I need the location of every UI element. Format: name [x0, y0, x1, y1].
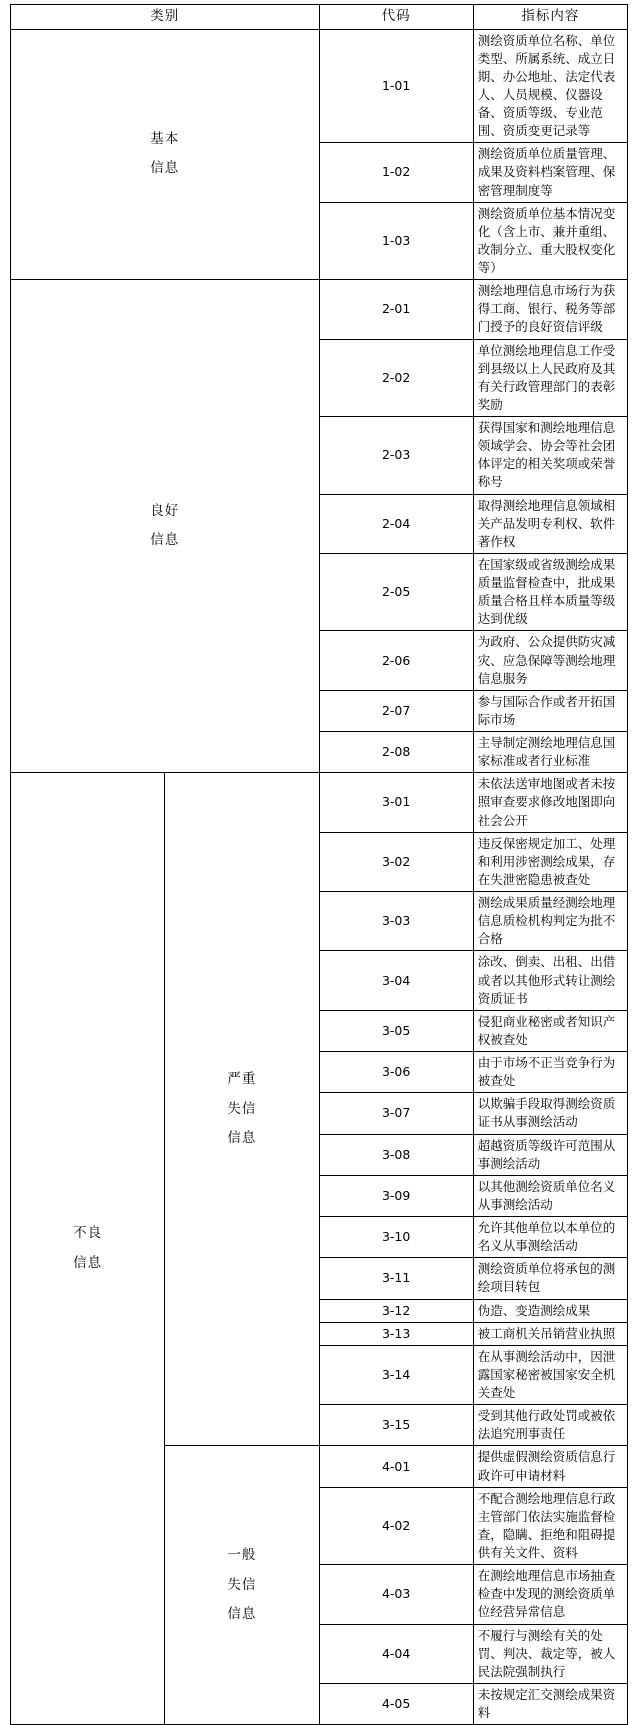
- table-header-row: [11, 5, 628, 30]
- category-label-line: 信息: [73, 1254, 103, 1271]
- code-cell: 4-05: [319, 1683, 473, 1724]
- code-cell: 3-11: [319, 1258, 473, 1299]
- code-cell: 3-15: [319, 1405, 473, 1446]
- column-header-code: 代码: [319, 5, 473, 30]
- code-cell: 2-05: [319, 553, 473, 631]
- code-cell: 3-14: [319, 1345, 473, 1404]
- code-cell: 3-12: [319, 1299, 473, 1322]
- code-cell: 4-03: [319, 1565, 473, 1624]
- code-cell: 2-02: [319, 339, 473, 417]
- content-cell: 未依法送审地图或者未按照审查要求修改地图即向社会公开: [473, 773, 627, 832]
- content-cell: 由于市场不正当竞争行为被查处: [473, 1052, 627, 1093]
- content-cell: 参与国际合作或者开拓国际市场: [473, 690, 627, 731]
- subcategory-cell: [165, 1446, 319, 1725]
- subcategory-label-line: 信息: [227, 1130, 257, 1147]
- code-cell: 2-06: [319, 631, 473, 690]
- content-cell: 允许其他单位以本单位的名义从事测绘活动: [473, 1217, 627, 1258]
- content-cell: 违反保密规定加工、处理和利用涉密测绘成果，存在失泄密隐患被查处: [473, 832, 627, 891]
- content-cell: 为政府、公众提供防灾减灾、应急保障等测绘地理信息服务: [473, 631, 627, 690]
- table-row: [11, 773, 628, 832]
- code-cell: 1-03: [319, 202, 473, 280]
- content-cell: 提供虚假测绘资质信息行政许可申请材料: [473, 1446, 627, 1487]
- code-cell: 1-02: [319, 143, 473, 202]
- subcategory-cell: [165, 773, 319, 1446]
- content-cell: 单位测绘地理信息工作受到县级以上人民政府及其有关行政管理部门的表彰奖励: [473, 339, 627, 417]
- category-cell: [11, 29, 320, 280]
- subcategory-label-line: 信息: [227, 1606, 257, 1623]
- content-cell: 获得国家和测绘地理信息领域学会、协会等社会团体评定的相关奖项或荣誉称号: [473, 417, 627, 495]
- content-cell: 测绘资质单位名称、单位类型、所属系统、成立日期、办公地址、法定代表人、人员规模、仪器设备、资质等级、专业范围、资质变更记录等: [473, 29, 627, 143]
- code-cell: 4-01: [319, 1446, 473, 1487]
- code-cell: 3-05: [319, 1010, 473, 1051]
- code-cell: 3-03: [319, 892, 473, 951]
- content-cell: 不配合测绘地理信息行政主管部门依法实施监督检查，隐瞒、拒绝和阻碍提供有关文件、资料: [473, 1487, 627, 1565]
- table-body: [11, 29, 628, 1725]
- code-cell: 2-08: [319, 732, 473, 773]
- code-cell: 3-01: [319, 773, 473, 832]
- content-cell: 被工商机关吊销营业执照: [473, 1322, 627, 1345]
- content-cell: 取得测绘地理信息领域相关产品发明专利权、软件著作权: [473, 494, 627, 553]
- content-cell: 以欺骗手段取得测绘资质证书从事测绘活动: [473, 1093, 627, 1134]
- content-cell: 未按规定汇交测绘成果资料: [473, 1683, 627, 1724]
- content-cell: 测绘资质单位将承包的测绘项目转包: [473, 1258, 627, 1299]
- code-cell: 1-01: [319, 29, 473, 143]
- content-cell: 在测绘地理信息市场抽查检查中发现的测绘资质单位经营异常信息: [473, 1565, 627, 1624]
- column-header-content: 指标内容: [473, 5, 627, 30]
- code-cell: 3-07: [319, 1093, 473, 1134]
- subcategory-label-line: 失信: [227, 1576, 257, 1593]
- content-cell: 在从事测绘活动中，因泄露国家秘密被国家安全机关查处: [473, 1345, 627, 1404]
- content-cell: 主导制定测绘地理信息国家标准或者行业标准: [473, 732, 627, 773]
- code-cell: 3-09: [319, 1175, 473, 1216]
- table-row: [11, 29, 628, 143]
- code-cell: 3-04: [319, 951, 473, 1010]
- content-cell: 测绘地理信息市场行为获得工商、银行、税务等部门授予的良好资信评级: [473, 280, 627, 339]
- subcategory-label-line: 严重: [227, 1071, 257, 1088]
- subcategory-label-line: 失信: [227, 1100, 257, 1117]
- category-label-line: 信息: [150, 532, 180, 549]
- code-cell: 4-02: [319, 1487, 473, 1565]
- content-cell: 测绘资质单位质量管理、成果及资料档案管理、保密管理制度等: [473, 143, 627, 202]
- content-cell: 测绘成果质量经测绘地理信息质检机构判定为批不合格: [473, 892, 627, 951]
- content-cell: 测绘资质单位基本情况变化（含上市、兼并重组、改制分立、重大股权变化等）: [473, 202, 627, 280]
- content-cell: 以其他测绘资质单位名义从事测绘活动: [473, 1175, 627, 1216]
- category-label-line: 良好: [150, 502, 180, 519]
- code-cell: 3-13: [319, 1322, 473, 1345]
- code-cell: 2-07: [319, 690, 473, 731]
- code-cell: 3-02: [319, 832, 473, 891]
- category-label-line: 不良: [73, 1225, 103, 1242]
- category-label-line: 信息: [150, 160, 180, 177]
- document-page: [0, 4, 638, 1721]
- content-cell: 不履行与测绘有关的处罚、判决、裁定等，被人民法院强制执行: [473, 1624, 627, 1683]
- content-cell: 受到其他行政处罚或被依法追究刑事责任: [473, 1405, 627, 1446]
- category-cell: [11, 280, 320, 773]
- subcategory-label-line: 一般: [227, 1546, 257, 1563]
- category-label-line: 基本: [150, 130, 180, 147]
- code-cell: 2-03: [319, 417, 473, 495]
- code-cell: 3-08: [319, 1134, 473, 1175]
- table-head: [11, 5, 628, 30]
- content-cell: 伪造、变造测绘成果: [473, 1299, 627, 1322]
- code-cell: 2-01: [319, 280, 473, 339]
- column-header-category: 类别: [11, 5, 320, 30]
- content-cell: 侵犯商业秘密或者知识产权被查处: [473, 1010, 627, 1051]
- content-cell: 涂改、倒卖、出租、出借或者以其他形式转让测绘资质证书: [473, 951, 627, 1010]
- code-cell: 2-04: [319, 494, 473, 553]
- indicator-table: [10, 4, 628, 1725]
- content-cell: 超越资质等级许可范围从事测绘活动: [473, 1134, 627, 1175]
- content-cell: 在国家级或省级测绘成果质量监督检查中，批成果质量合格且样本质量等级达到优级: [473, 553, 627, 631]
- table-row: [11, 280, 628, 339]
- code-cell: 3-10: [319, 1217, 473, 1258]
- category-cell: [11, 773, 165, 1725]
- code-cell: 4-04: [319, 1624, 473, 1683]
- code-cell: 3-06: [319, 1052, 473, 1093]
